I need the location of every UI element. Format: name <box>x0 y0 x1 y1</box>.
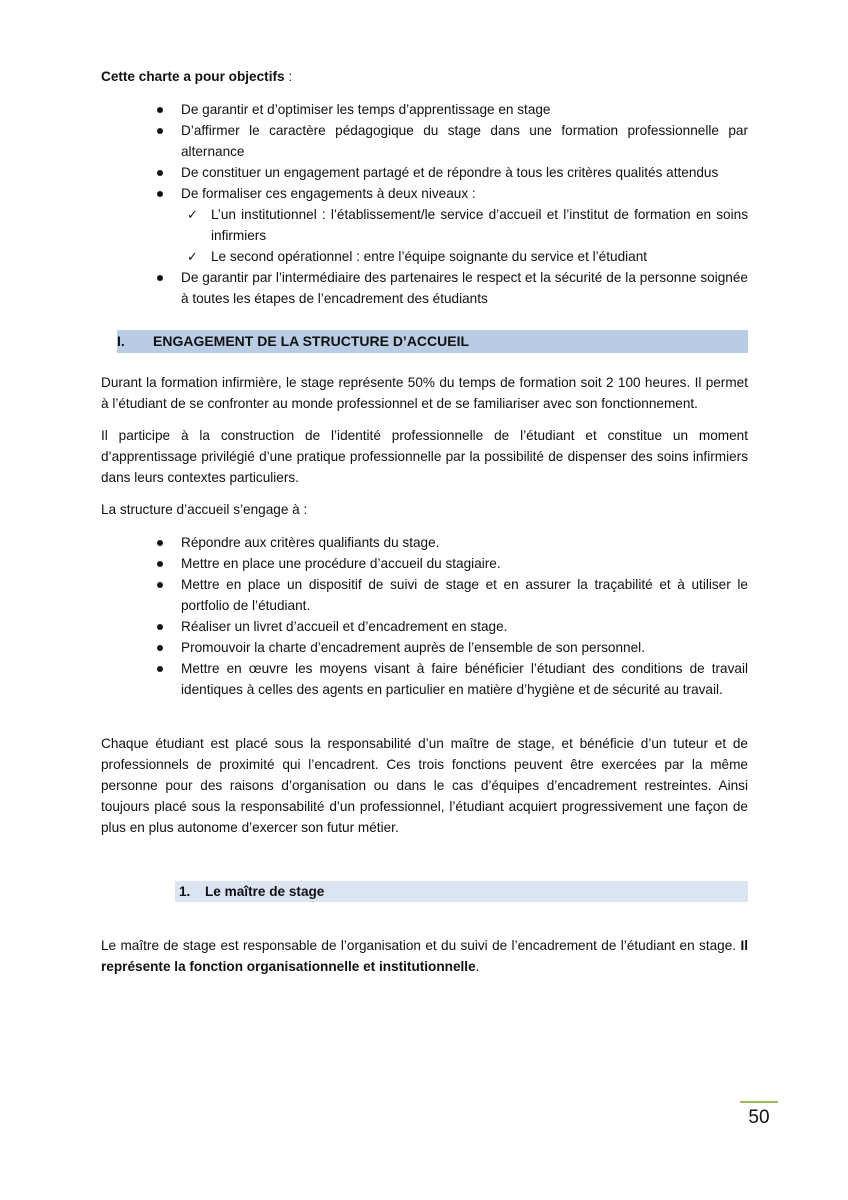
paragraph: Durant la formation infirmière, le stage représente 50% du temps de formation soit 2 100 heures. Il permet à l’étudiant de se confronter au monde professionnel et de se familiariser avec son fonctionnement. <box>101 375 748 411</box>
level-item <box>187 204 748 246</box>
objective-text: D’affirmer le caractère pédagogique du stage dans une formation professionnelle par alternance <box>181 123 748 159</box>
level-text: L’un institutionnel : l’établissement/le service d’accueil et l’institut de formation en soins infirmiers <box>211 207 748 243</box>
commitment-item <box>181 616 748 637</box>
paragraph-end: . <box>475 959 480 974</box>
objective-item <box>181 267 748 309</box>
level-item <box>187 246 748 267</box>
paragraph-bold-text: Il représente la fonction organisationnelle et institutionnelle <box>101 938 748 974</box>
commitment-text: Mettre en place une procédure d’accueil du stagiaire. <box>181 556 501 571</box>
objective-item <box>181 162 748 183</box>
commitment-item <box>181 532 748 553</box>
footer-rule <box>740 1101 778 1103</box>
objective-text: De garantir par l’intermédiaire des partenaires le respect et la sécurité de la personne soignée à toutes les étapes de l’encadrement des étudiants <box>181 270 748 306</box>
objectives-list <box>101 99 748 309</box>
page-number: 50 <box>748 1107 770 1128</box>
subsection-title: Le maître de stage <box>205 884 325 899</box>
paragraph: Il participe à la construction de l’identité professionnelle de l’étudiant et constitue un moment d’apprentissage privilégié d’une pratique professionnelle par la possibilité de dispenser des soins infirmiers dans leurs contextes particuliers. <box>101 428 748 485</box>
subsection-number: 1. <box>179 884 191 899</box>
checkmark-icon: ✓ <box>187 249 198 264</box>
checkmark-icon: ✓ <box>187 207 198 222</box>
commitment-text: Promouvoir la charte d’encadrement auprès de l’ensemble de son personnel. <box>181 640 645 655</box>
objectives-label: Cette charte a pour objectifs <box>101 69 285 84</box>
paragraph <box>101 935 748 977</box>
level-text: Le second opérationnel : entre l’équipe soignante du service et l’étudiant <box>211 249 648 264</box>
commitment-item <box>181 574 748 616</box>
section-heading <box>117 330 748 353</box>
levels-list <box>181 204 748 267</box>
commitment-intro: La structure d’accueil s’engage à : <box>101 502 308 517</box>
paragraph: Chaque étudiant est placé sous la responsabilité d’un maître de stage, et bénéficie d’un tuteur et de professionnels de proximité qui l’encadrent. Ces trois fonctions peuvent être exercées par la même personne pour des raisons d’organisation ou dans le cas d’équipes d’encadrement restreintes. Ainsi toujours placé sous la responsabilité d’un professionnel, l’étudiant acquiert progressivement une façon de plus en plus autonome d’exercer son futur métier. <box>101 736 748 835</box>
commitments-list <box>101 532 748 700</box>
commitment-text: Mettre en œuvre les moyens visant à faire bénéficier l’étudiant des conditions de travail identiques à celles des agents en particulier en matière d’hygiène et de sécurité au travail. <box>181 661 748 697</box>
commitment-text: Répondre aux critères qualifiants du stage. <box>181 535 440 550</box>
paragraph-text: Le maître de stage est responsable de l’organisation et du suivi de l’encadrement de l’étudiant en stage. <box>101 938 741 953</box>
objectives-intro <box>101 66 748 87</box>
commitment-text: Mettre en place un dispositif de suivi de stage et en assurer la traçabilité et à utiliser le portfolio de l’étudiant. <box>181 577 748 613</box>
section-title: ENGAGEMENT DE LA STRUCTURE D’ACCUEIL <box>153 333 470 349</box>
commitment-text: Réaliser un livret d’accueil et d’encadrement en stage. <box>181 619 508 634</box>
objective-item <box>181 183 748 267</box>
objective-text: De garantir et d’optimiser les temps d’apprentissage en stage <box>181 102 551 117</box>
objective-item <box>181 120 748 162</box>
objectives-label-colon: : <box>284 69 293 84</box>
commitment-item <box>181 637 748 658</box>
section-number: I. <box>117 333 125 349</box>
objective-text: De constituer un engagement partagé et de répondre à tous les critères qualités attendus <box>181 165 719 180</box>
objective-item <box>181 99 748 120</box>
document-page <box>101 66 748 977</box>
objective-text: De formaliser ces engagements à deux niveaux : <box>181 186 476 201</box>
subsection-heading <box>175 881 748 902</box>
commitment-item <box>181 553 748 574</box>
commitment-item <box>181 658 748 700</box>
